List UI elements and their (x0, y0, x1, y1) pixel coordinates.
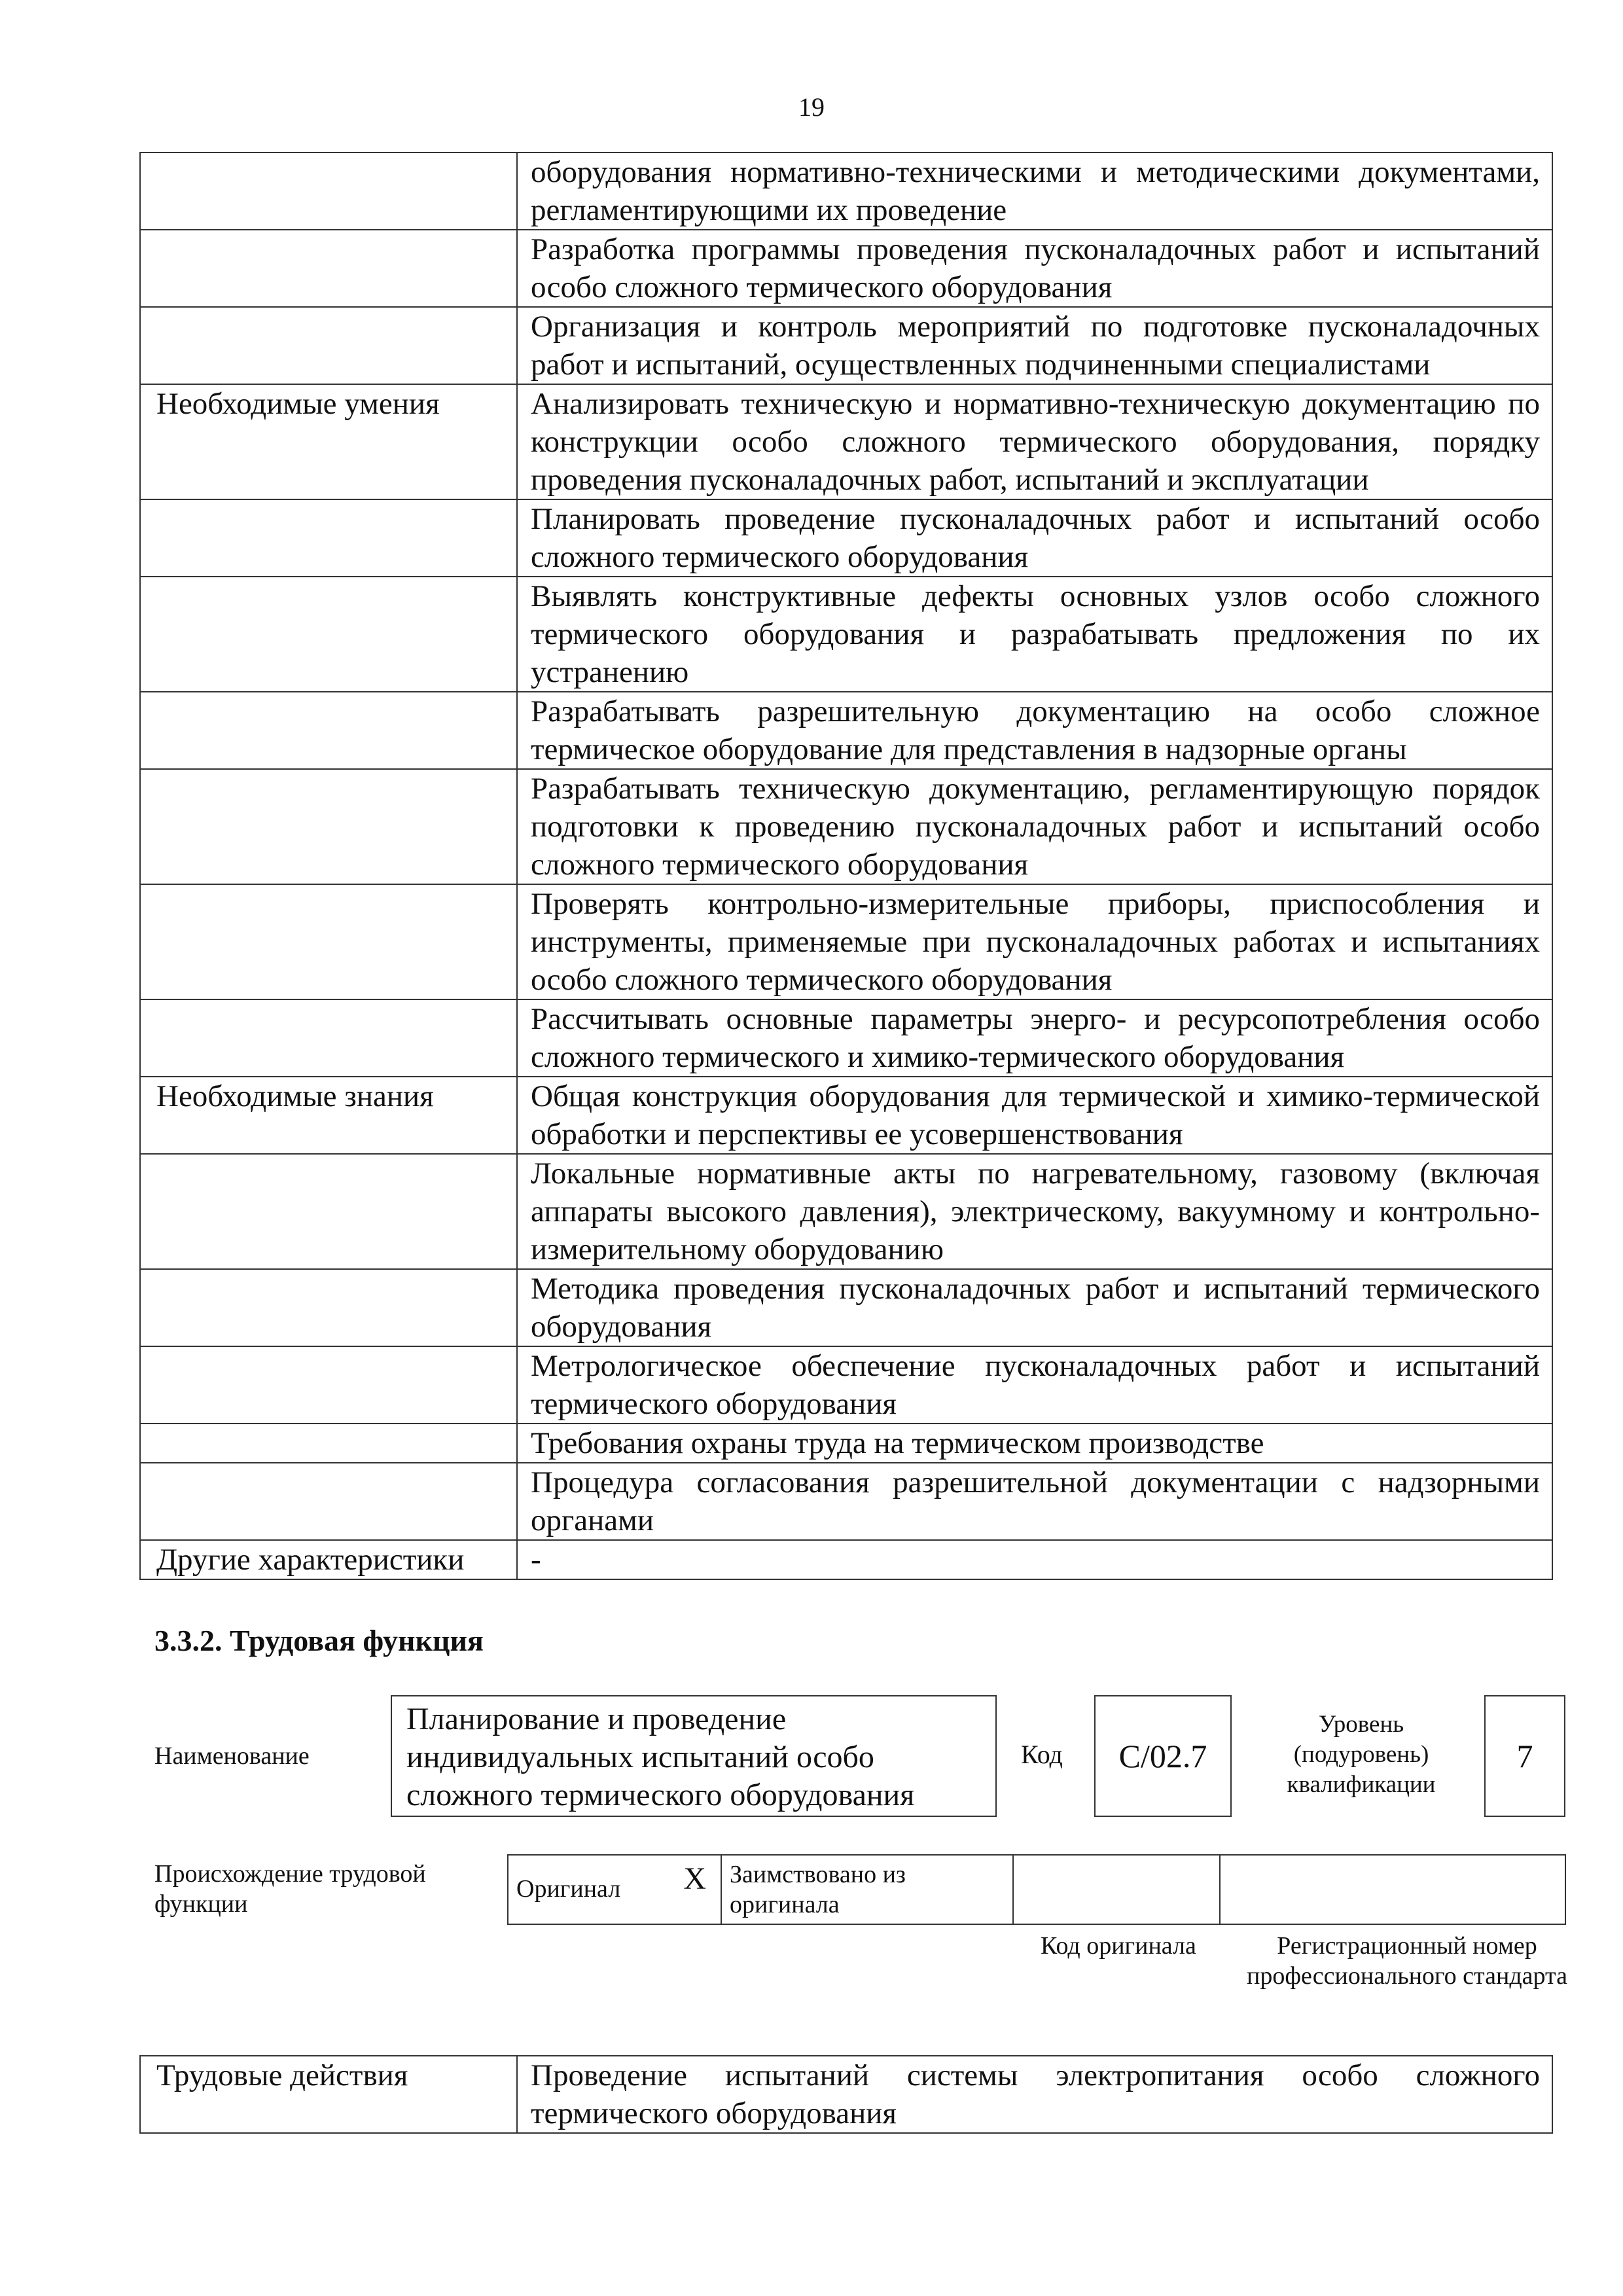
row-label (140, 499, 517, 577)
table-row (140, 384, 1552, 499)
table-row (140, 999, 1552, 1077)
origin-original-cell (508, 1855, 721, 1924)
requirements-table (139, 152, 1553, 1580)
row-label (140, 884, 517, 999)
row-label (140, 769, 517, 884)
row-text: - (517, 1540, 1552, 1579)
name-label: Наименование (154, 1742, 310, 1770)
table-row (140, 1540, 1552, 1579)
row-label (140, 577, 517, 692)
function-code-box: C/02.7 (1094, 1695, 1232, 1817)
row-label (140, 1424, 517, 1463)
code-original-label: Код оригинала (1041, 1932, 1196, 1960)
function-name-box: Планирование и проведение индивидуальных испытаний особо сложного термического оборудования (391, 1695, 997, 1817)
actions-text: Проведение испытаний системы электропитания особо сложного термического оборудования (517, 2056, 1552, 2133)
row-text: оборудования нормативно-техническими и методическими документами, регламентирующими их проведение (517, 152, 1552, 230)
actions-table (139, 2055, 1553, 2134)
row-text: Планировать проведение пусконаладочных работ и испытаний особо сложного термического оборудования (517, 499, 1552, 577)
row-label (140, 1346, 517, 1424)
table-row (140, 152, 1552, 230)
table-row (140, 307, 1552, 384)
row-text: Метрологическое обеспечение пусконаладочных работ и испытаний термического оборудования (517, 1346, 1552, 1424)
borrowed-label: Заимствовано из оригинала (721, 1855, 1013, 1924)
reg-number-label: Регистрационный номер профессионального стандарта (1247, 1932, 1567, 1990)
actions-label: Трудовые действия (140, 2056, 517, 2133)
table-row (140, 1269, 1552, 1346)
table-row (140, 1463, 1552, 1540)
row-label: Необходимые знания (140, 1077, 517, 1154)
origin-label: Происхождение трудовой функции (154, 1860, 426, 1918)
level-label: Уровень (подуровень) квалификации (1287, 1711, 1436, 1798)
row-text: Анализировать техническую и нормативно-техническую документацию по конструкции особо сложного термического оборудования, порядку проведения пусконаладочных работ, испытаний и эксплуатации (517, 384, 1552, 499)
row-label (140, 152, 517, 230)
code-original-cell (1013, 1855, 1220, 1924)
row-text: Локальные нормативные акты по нагревательному, газовому (включая аппараты высокого давления), электрическому, вакуумному и контрольно-измерительному оборудованию (517, 1154, 1552, 1269)
level-value-box: 7 (1484, 1695, 1565, 1817)
table-row (140, 577, 1552, 692)
page-number: 19 (798, 92, 825, 122)
table-row (140, 692, 1552, 769)
row-label (140, 1269, 517, 1346)
section-title: 3.3.2. Трудовая функция (154, 1624, 484, 1657)
origin-table (507, 1854, 1566, 1925)
table-row (140, 884, 1552, 999)
row-label (140, 230, 517, 307)
row-text: Методика проведения пусконаладочных работ и испытаний термического оборудования (517, 1269, 1552, 1346)
reg-number-cell (1220, 1855, 1565, 1924)
row-text: Выявлять конструктивные дефекты основных узлов особо сложного термического оборудования и разрабатывать предложения по их устранению (517, 577, 1552, 692)
table-row (140, 1154, 1552, 1269)
row-label (140, 1463, 517, 1540)
row-text: Требования охраны труда на термическом производстве (517, 1424, 1552, 1463)
table-row (140, 769, 1552, 884)
row-label (140, 307, 517, 384)
table-row (140, 1346, 1552, 1424)
row-text: Разработка программы проведения пусконаладочных работ и испытаний особо сложного термического оборудования (517, 230, 1552, 307)
table-row (140, 1077, 1552, 1154)
row-text: Общая конструкция оборудования для термической и химико-термической обработки и перспективы ее усовершенствования (517, 1077, 1552, 1154)
row-label: Необходимые умения (140, 384, 517, 499)
table-row (140, 230, 1552, 307)
row-text: Рассчитывать основные параметры энерго- и ресурсопотребления особо сложного термического и химико-термического оборудования (517, 999, 1552, 1077)
row-label (140, 692, 517, 769)
row-text: Разрабатывать разрешительную документацию на особо сложное термическое оборудование для представления в надзорные органы (517, 692, 1552, 769)
code-label: Код (1021, 1740, 1063, 1769)
table-row (140, 499, 1552, 577)
row-text: Процедура согласования разрешительной документации с надзорными органами (517, 1463, 1552, 1540)
table-row (140, 1424, 1552, 1463)
row-text: Разрабатывать техническую документацию, регламентирующую порядок подготовки к проведению пусконаладочных работ и испытаний особо сложного термического оборудования (517, 769, 1552, 884)
original-mark: X (683, 1861, 706, 1896)
original-label: Оригинал (516, 1875, 621, 1903)
row-text: Проверять контрольно-измерительные приборы, приспособления и инструменты, применяемые при пусконаладочных работах и испытаниях особо сложного термического оборудования (517, 884, 1552, 999)
row-label (140, 1154, 517, 1269)
row-text: Организация и контроль мероприятий по подготовке пусконаладочных работ и испытаний, осуществленных подчиненными специалистами (517, 307, 1552, 384)
row-label: Другие характеристики (140, 1540, 517, 1579)
row-label (140, 999, 517, 1077)
